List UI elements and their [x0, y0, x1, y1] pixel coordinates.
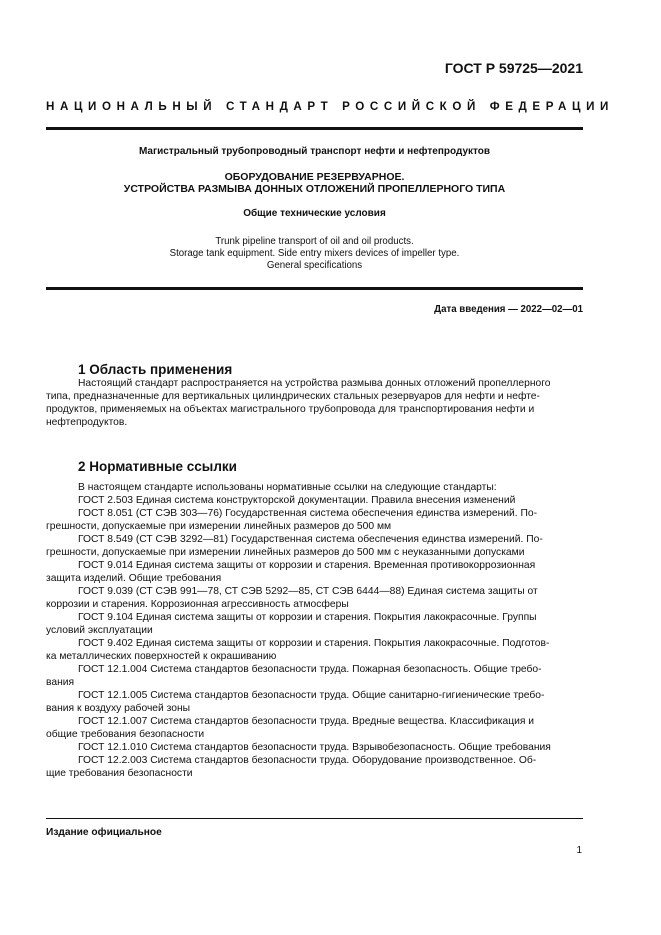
reference-line: ГОСТ 9.039 (СТ СЭВ 991—78, СТ СЭВ 5292—85, СТ СЭВ 6444—88) Единая система защиты от [78, 586, 538, 597]
reference-line: ГОСТ 2.503 Единая система конструкторской документации. Правила внесения изменений [78, 495, 516, 506]
reference-line: ГОСТ 12.1.010 Система стандартов безопасности труда. Взрывобезопасность. Общие требования [78, 742, 551, 753]
document-title-line1: ОБОРУДОВАНИЕ РЕЗЕРВУАРНОЕ. [224, 171, 405, 183]
document-subtitle: Магистральный трубопроводный транспорт нефти и нефтепродуктов [138, 146, 491, 157]
reference-line: грешности, допускаемые при измерении линейных размеров до 500 мм с неуказанными допусками [46, 547, 525, 558]
introduction-date: Дата введения — 2022—02—01 [434, 304, 583, 315]
reference-line: коррозии и старения. Коррозионная агрессивность атмосферы [46, 599, 349, 610]
body-line: типа, предназначенные для вертикальных цилиндрических стальных резервуаров для нефти и нефте- [46, 391, 540, 402]
reference-line: общие требования безопасности [46, 729, 205, 740]
section-1-heading: 1 Область применения [78, 362, 233, 377]
section-2-heading: 2 Нормативные ссылки [78, 459, 237, 474]
english-title-line1: Trunk pipeline transport of oil and oil products. [215, 236, 414, 247]
title-bottom-rule [46, 287, 583, 290]
reference-line: ГОСТ 8.549 (СТ СЭВ 3292—81) Государственная система обеспечения единства измерений. По- [78, 534, 543, 545]
document-title-line2: УСТРОЙСТВА РАЗМЫВА ДОННЫХ ОТЛОЖЕНИЙ ПРОПЕЛЛЕРНОГО ТИПА [123, 183, 506, 195]
body-line: нефтепродуктов. [46, 417, 128, 428]
english-title-line2: Storage tank equipment. Side entry mixers devices of impeller type. [169, 248, 460, 259]
reference-line: грешности, допускаемые при измерении линейных размеров до 500 мм [46, 521, 392, 532]
national-standard-banner: НАЦИОНАЛЬНЫЙ СТАНДАРТ РОССИЙСКОЙ ФЕДЕРАЦИИ [46, 100, 614, 113]
reference-line: ГОСТ 12.1.007 Система стандартов безопасности труда. Вредные вещества. Классификация и [78, 716, 535, 727]
page-number: 1 [576, 845, 582, 856]
reference-line: ГОСТ 9.104 Единая система защиты от коррозии и старения. Покрытия лакокрасочные. Группы [78, 612, 537, 623]
reference-line: ГОСТ 12.2.003 Система стандартов безопасности труда. Оборудование производственное. Об- [78, 755, 537, 766]
top-rule [46, 127, 583, 130]
reference-line: ГОСТ 9.014 Единая система защиты от коррозии и старения. Временная противокоррозионная [78, 560, 536, 571]
footer-rule [46, 818, 583, 819]
reference-line: вания к воздуху рабочей зоны [46, 703, 191, 714]
section-1-body [46, 377, 583, 429]
document-spec-ru: Общие технические условия [243, 208, 386, 219]
body-line: В настоящем стандарте использованы нормативные ссылки на следующие стандарты: [78, 482, 497, 493]
english-title-line3: General specifications [266, 260, 363, 271]
body-line: продуктов, применяемых на объектах магистрального трубопровода для транспортирования нефти и [46, 404, 535, 415]
reference-line: ГОСТ 8.051 (СТ СЭВ 303—76) Государственная система обеспечения единства измерений. По- [78, 508, 538, 519]
reference-line: условий эксплуатации [46, 625, 153, 636]
reference-line: защита изделий. Общие требования [46, 573, 222, 584]
reference-line: щие требования безопасности [46, 768, 193, 779]
official-edition-label: Издание официальное [46, 827, 162, 838]
reference-line: вания [46, 677, 75, 688]
reference-line: ГОСТ 12.1.004 Система стандартов безопасности труда. Пожарная безопасность. Общие требо- [78, 664, 542, 675]
gost-number: ГОСТ Р 59725—2021 [444, 60, 583, 76]
reference-line: ГОСТ 9.402 Единая система защиты от коррозии и старения. Покрытия лакокрасочные. Подготов- [78, 638, 550, 649]
body-line: Настоящий стандарт распространяется на устройства размыва донных отложений пропеллерного [78, 378, 551, 389]
reference-line: ка металлических поверхностей к окрашиванию [46, 651, 277, 662]
section-2-body [46, 481, 583, 780]
reference-line: ГОСТ 12.1.005 Система стандартов безопасности труда. Общие санитарно-гигиенические требо- [78, 690, 545, 701]
